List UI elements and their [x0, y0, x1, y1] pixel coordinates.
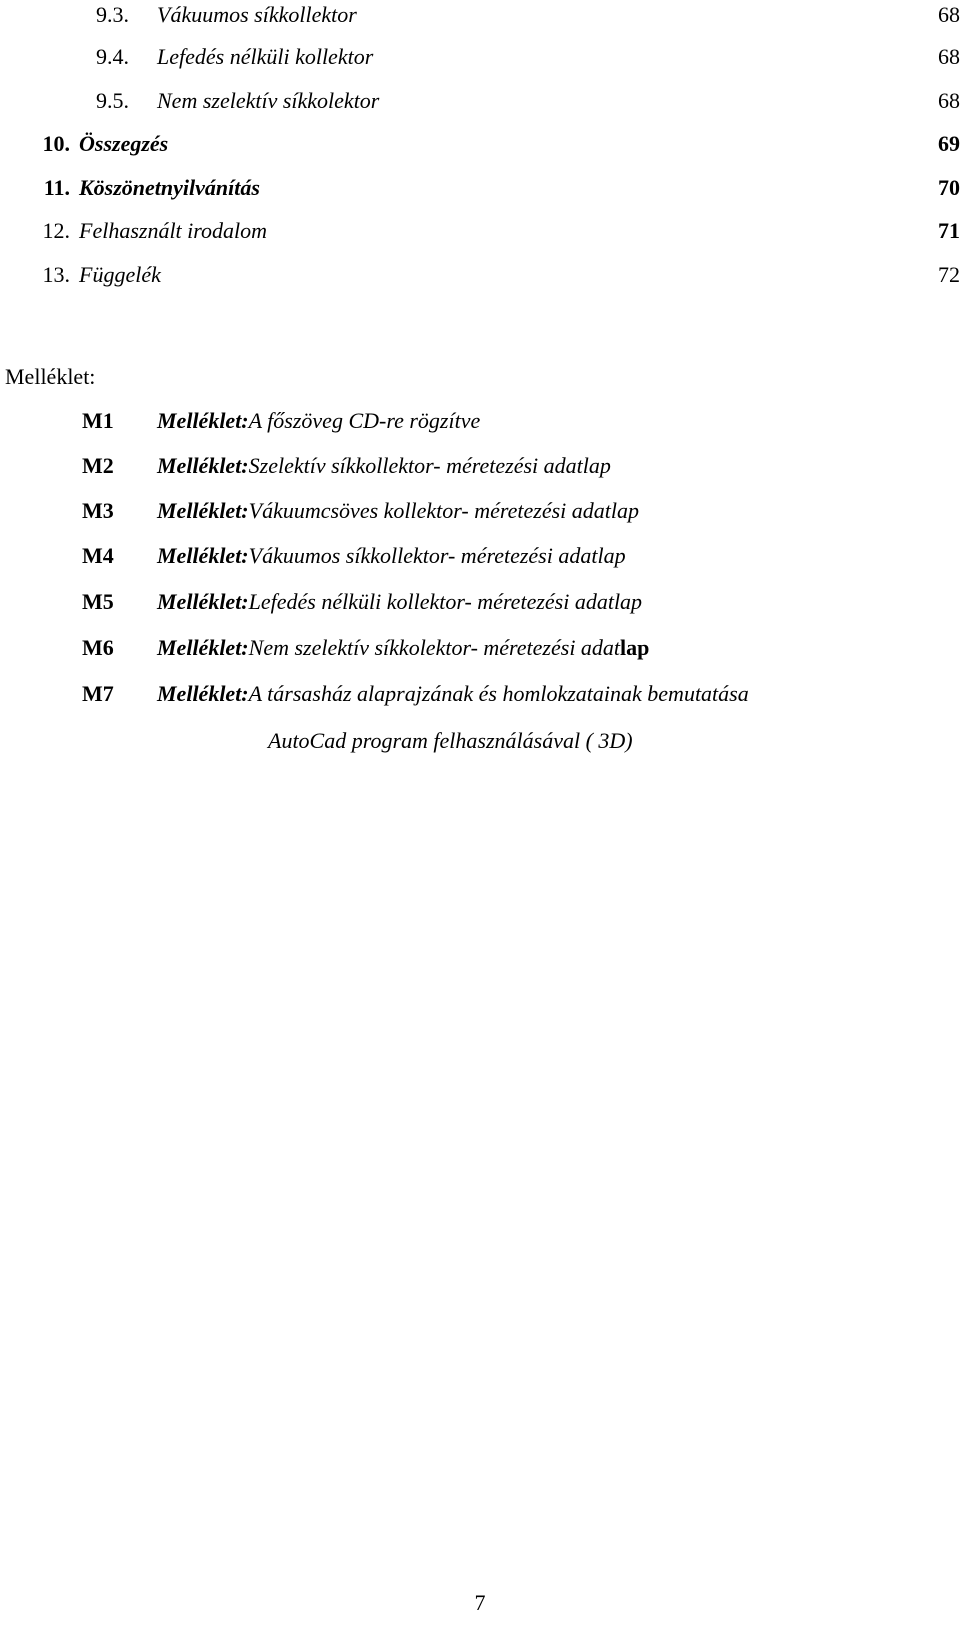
attachment-description [157, 451, 611, 481]
toc-entry [0, 42, 960, 72]
attachment-description [157, 679, 749, 709]
attachment-code: M7 [82, 681, 114, 706]
attachment-continuation: AutoCad program felhasználásával ( 3D) [268, 728, 633, 753]
attachment-item [0, 406, 960, 436]
toc-entry-page: 70 [938, 175, 960, 200]
toc-entry-page: 68 [938, 88, 960, 113]
toc-entry-page: 69 [938, 131, 960, 156]
toc-entry-number: 10. [42, 131, 70, 156]
toc-entry-number: 13. [42, 262, 70, 287]
toc-entry-title: Lefedés nélküli kollektor [157, 44, 374, 69]
attachment-description [157, 496, 639, 526]
attachment-text: Szelektív síkkollektor- méretezési adatlap [248, 453, 611, 478]
toc-entry [0, 0, 960, 30]
toc-entry [0, 129, 960, 159]
attachment-code: M1 [82, 408, 114, 433]
toc-entry-page: 71 [938, 218, 960, 243]
attachment-prefix: Melléklet: [157, 498, 249, 523]
attachment-prefix: Melléklet: [157, 408, 249, 433]
toc-entry-title: Felhasznált irodalom [79, 218, 268, 243]
attachment-prefix: Melléklet: [157, 543, 249, 568]
toc-entry-title: Összegzés [79, 131, 169, 156]
toc-entry-number: 9.4. [96, 44, 129, 69]
attachment-description [157, 633, 649, 663]
attachment-code: M2 [82, 453, 114, 478]
toc-entry [0, 260, 960, 290]
attachment-prefix: Melléklet: [157, 681, 249, 706]
attachment-text: Vákuumos síkkollektor- méretezési adatlap [248, 543, 626, 568]
attachment-code: M3 [82, 498, 114, 523]
toc-entry-number: 12. [42, 218, 70, 243]
attachment-text-suffix: lap [620, 635, 650, 660]
attachment-item [0, 451, 960, 481]
toc-entry-title: Függelék [79, 262, 161, 287]
attachment-description [157, 406, 480, 436]
attachment-description [157, 587, 642, 617]
attachment-prefix: Melléklet: [157, 589, 249, 614]
attachment-text: Lefedés nélküli kollektor- méretezési adatlap [248, 589, 643, 614]
toc-entry-page: 68 [938, 44, 960, 69]
toc-entry-title: Nem szelektív síkkolektor [157, 88, 380, 113]
toc-entry [0, 86, 960, 116]
attachment-text: A társasház alaprajzának és homlokzatainak bemutatása [248, 681, 749, 706]
attachment-item [0, 541, 960, 571]
attachment-description [157, 541, 626, 571]
toc-entry-number: 11. [43, 175, 70, 200]
toc-entry-number: 9.3. [96, 2, 129, 27]
attachment-item [0, 679, 960, 709]
attachment-code: M6 [82, 635, 114, 660]
attachment-code: M4 [82, 543, 114, 568]
attachment-code: M5 [82, 589, 114, 614]
toc-entry-title: Vákuumos síkkollektor [157, 2, 357, 27]
attachment-text: Vákuumcsöves kollektor- méretezési adatlap [248, 498, 639, 523]
attachments-heading: Melléklet: [5, 364, 96, 389]
toc-entry-page: 72 [938, 262, 960, 287]
attachment-prefix: Melléklet: [157, 635, 249, 660]
attachment-text: Nem szelektív síkkolektor- méretezési adat [248, 635, 621, 660]
attachment-item [0, 633, 960, 663]
page-number: 7 [474, 1590, 486, 1615]
attachment-item [0, 496, 960, 526]
attachment-prefix: Melléklet: [157, 453, 249, 478]
toc-entry-number: 9.5. [96, 88, 129, 113]
toc-entry [0, 173, 960, 203]
toc-entry-page: 68 [938, 2, 960, 27]
toc-entry-title: Köszönetnyilvánítás [79, 175, 260, 200]
attachment-text: A főszöveg CD-re rögzítve [248, 408, 481, 433]
toc-entry [0, 216, 960, 246]
attachment-item [0, 587, 960, 617]
